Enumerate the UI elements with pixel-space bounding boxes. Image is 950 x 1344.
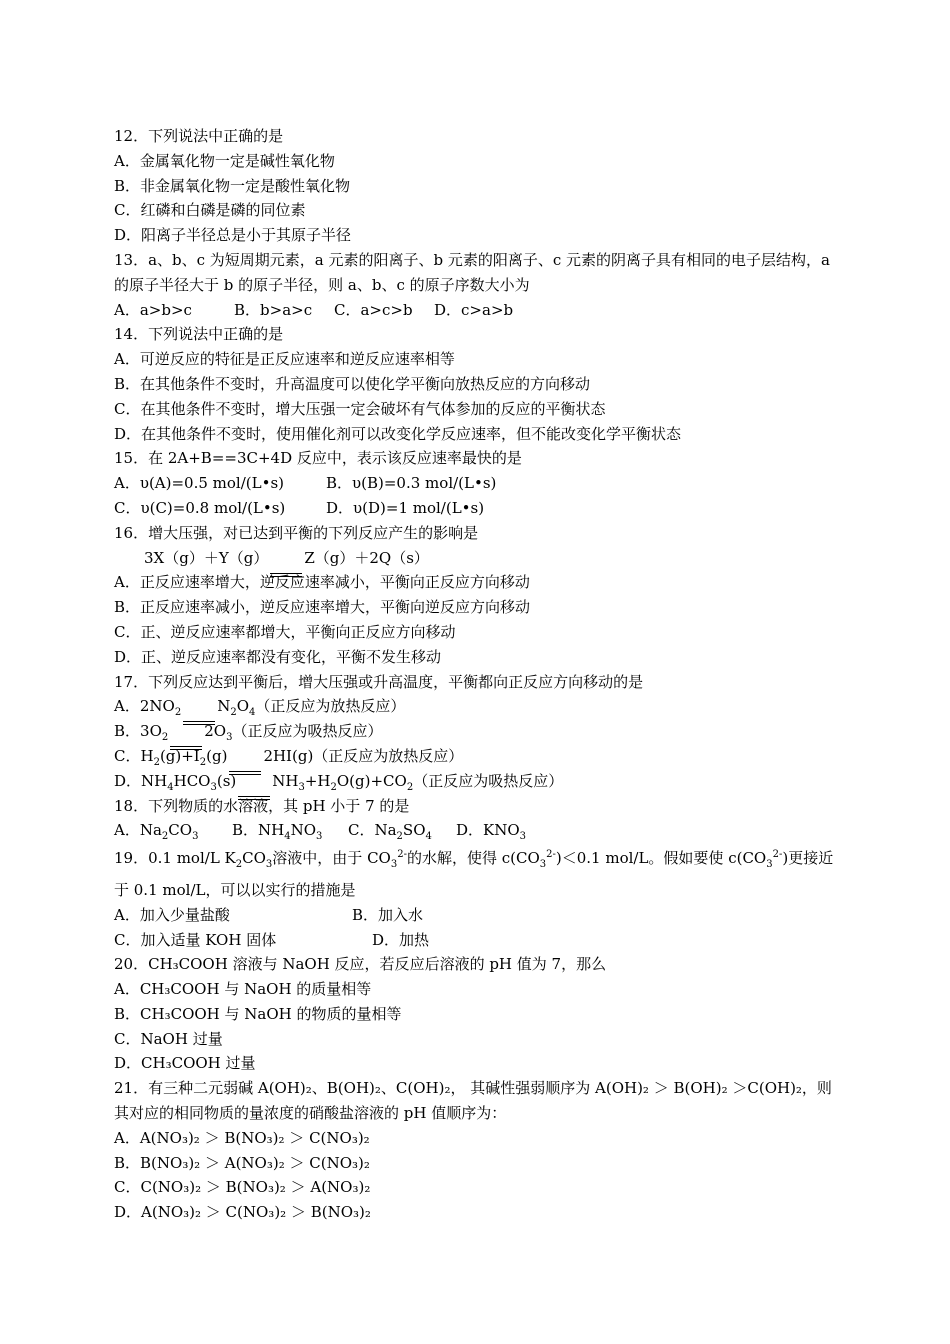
q16-equation	[114, 546, 844, 571]
q17-b-product: 2O	[204, 722, 227, 741]
subscript: 3	[766, 859, 773, 871]
superscript: 2-	[397, 849, 407, 861]
q18-c-text: C．Na	[348, 821, 397, 840]
q16-option-a: A．正反应速率增大，逆反应速率减小，平衡向正反应方向移动	[114, 573, 530, 592]
q13-option-c: C．a>c>b	[334, 300, 413, 319]
q14-option-c: C．在其他条件不变时，增大压强一定会破坏有气体参加的反应的平衡状态	[114, 399, 606, 418]
subscript: 2	[161, 831, 169, 843]
subscript: 2	[153, 756, 160, 768]
subscript: 3	[210, 781, 217, 793]
subscript: 2	[235, 859, 243, 871]
q13-option-b: B．b>a>c	[234, 300, 313, 319]
q17-a-product: N	[217, 697, 231, 716]
q20-stem: 20．CH₃COOH 溶液与 NaOH 反应，若反应后溶液的 pH 值为 7，那么	[114, 955, 607, 974]
q17-d-product-mid: +H	[304, 771, 331, 790]
q14-stem: 14．下列说法中正确的是	[114, 325, 284, 344]
q17-stem: 17．下列反应达到平衡后，增大压强或升高温度，平衡都向正反应方向移动的是	[114, 672, 644, 691]
subscript: 2	[161, 732, 169, 744]
q14-option-a: A．可逆反应的特征是正反应速率和逆反应速率相等	[114, 350, 455, 369]
q20-option-b: B．CH₃COOH 与 NaOH 的物质的量相等	[114, 1004, 402, 1023]
q17-c-reactant-mid: (g)+I	[159, 746, 200, 765]
q21-option-a: A．A(NO₃)₂ ＞ B(NO₃)₂ ＞ C(NO₃)₂	[114, 1128, 370, 1147]
subscript: 3	[226, 732, 233, 744]
q14-option-d: D．在其他条件不变时，使用催化剂可以改变化学反应速率，但不能改变化学平衡状态	[114, 424, 682, 443]
q19-stem-2: CO	[242, 849, 266, 868]
subscript: 4	[167, 781, 174, 793]
q16-option-b: B．正反应速率减小，逆反应速率增大，平衡向逆反应方向移动	[114, 598, 531, 617]
subscript: 2	[396, 831, 403, 843]
subscript: 2	[174, 707, 182, 719]
q19-stem-3: 溶液中，由于 CO	[272, 849, 391, 868]
document-page	[114, 124, 844, 1225]
subscript: 3	[298, 781, 305, 793]
subscript: 3	[192, 831, 199, 843]
q17-d-note: （正反应为吸热反应）	[413, 771, 564, 790]
subscript: 3	[539, 859, 547, 871]
q17-option-c	[114, 744, 844, 769]
q19-option-a: A．加入少量盐酸	[114, 905, 230, 924]
subscript: 2	[230, 707, 237, 719]
q17-a-reactant: A．2NO	[114, 697, 175, 716]
q20-option-a: A．CH₃COOH 与 NaOH 的质量相等	[114, 980, 372, 999]
q12-option-b: B．非金属氧化物一定是酸性氧化物	[114, 176, 351, 195]
q17-b-note: （正反应为吸热反应）	[232, 722, 383, 741]
q19-options-cd	[114, 928, 844, 953]
q15-option-d: D．υ(D)=1 mol/(L•s)	[326, 498, 485, 517]
q12-stem: 12．下列说法中正确的是	[114, 127, 284, 145]
subscript: 4	[249, 707, 256, 719]
q18-b-text: B．NH	[232, 821, 285, 840]
q12-option-a: A．金属氧化物一定是碱性氧化物	[114, 151, 335, 170]
q17-option-b	[114, 719, 844, 744]
subscript: 2	[330, 781, 337, 793]
q16-option-d: D．正、逆反应速率都没有变化，平衡不发生移动	[114, 647, 442, 666]
q13-options	[114, 298, 844, 323]
q17-a-product-tail: O	[236, 697, 249, 716]
q21-stem: 21．有三种二元弱碱 A(OH)₂、B(OH)₂、C(OH)₂， 其碱性强弱顺序为 A(OH)₂ ＞ B(OH)₂ ＞C(OH)₂，则其对应的相同物质的量浓度的硝酸盐溶液的 pH 值顺序为：	[114, 1079, 832, 1123]
q17-b-reactant: B．3O	[114, 722, 162, 741]
q17-option-a	[114, 694, 844, 719]
q15-option-c: C．υ(C)=0.8 mol/(L•s)	[114, 498, 286, 517]
q21-option-b: B．B(NO₃)₂ ＞ A(NO₃)₂ ＞ C(NO₃)₂	[114, 1153, 370, 1172]
q16-stem: 16．增大压强，对已达到平衡的下列反应产生的影响是	[114, 523, 479, 542]
subscript: 4	[425, 831, 432, 843]
superscript: 2-	[772, 849, 783, 861]
q17-c-reactant-end: (g)	[206, 746, 228, 765]
q19-option-c: C．加入适量 KOH 固体	[114, 930, 277, 949]
q15-stem: 15．在 2A+B==3C+4D 反应中，表示该反应速率最快的是	[114, 449, 522, 468]
q16-eq-right: Z（g）＋2Q（s）	[304, 548, 429, 567]
q16-eq-left: 3X（g）＋Y（g）	[144, 548, 269, 567]
q21-option-d: D．A(NO₃)₂ ＞ C(NO₃)₂ ＞ B(NO₃)₂	[114, 1203, 371, 1222]
q17-d-product: NH	[272, 771, 299, 790]
q17-d-reactant-end: (s)	[216, 771, 237, 790]
q19-stem-4: 的水解，使得 c(CO	[406, 849, 540, 868]
q19-option-b: B．加入水	[352, 905, 424, 924]
q16-option-c: C．正、逆反应速率都增大，平衡向正反应方向移动	[114, 622, 456, 641]
q18-options	[114, 818, 844, 843]
q19-stem	[114, 843, 844, 903]
q20-option-d: D．CH₃COOH 过量	[114, 1054, 256, 1073]
q17-d-reactant-mid: HCO	[173, 771, 211, 790]
q21-option-c: C．C(NO₃)₂ ＞ B(NO₃)₂ ＞ A(NO₃)₂	[114, 1178, 371, 1197]
q17-c-reactant: C．H	[114, 746, 154, 765]
q17-a-note: （正反应为放热反应）	[255, 697, 406, 716]
q12-option-c: C．红磷和白磷是磷的同位素	[114, 201, 306, 220]
subscript: 3	[265, 859, 273, 871]
q19-stem-1: 19．0.1 mol/L K	[114, 849, 236, 868]
subscript: 3	[519, 831, 527, 843]
q13-stem: 13．a、b、c 为短周期元素，a 元素的阳离子、b 元素的阳离子、c 元素的阴离子具有相同的电子层结构，a 的原子半径大于 b 的原子半径，则 a、b、c 的原子序数大小为	[114, 250, 830, 294]
superscript: 2-	[546, 849, 556, 861]
q19-stem-6: )更接近于 0.1 mol/L，可以以实行的措施是	[114, 849, 834, 899]
q17-c-note: （正反应为放热反应）	[313, 746, 464, 765]
q17-d-product-end: O(g)+CO	[336, 771, 407, 790]
q15-option-a: A．υ(A)=0.5 mol/(L•s)	[114, 474, 284, 493]
q13-option-d: D．c>a>b	[434, 300, 514, 319]
q18-a-text2: CO	[168, 821, 193, 840]
q18-c-text2: SO	[402, 821, 426, 840]
q19-options-ab	[114, 903, 844, 928]
q18-b-text2: NO	[290, 821, 317, 840]
q13-option-a: A．a>b>c	[114, 300, 192, 319]
subscript: 4	[284, 831, 291, 843]
q19-stem-5: )＜0.1 mol/L。假如要使 c(CO	[555, 849, 767, 868]
q15-options-ab	[114, 471, 844, 496]
q19-option-d: D．加热	[372, 930, 430, 949]
q14-option-b: B．在其他条件不变时，升高温度可以使化学平衡向放热反应的方向移动	[114, 374, 591, 393]
q18-stem: 18．下列物质的水溶液，其 pH 小于 7 的是	[114, 796, 410, 815]
subscript: 2	[199, 756, 207, 768]
q20-option-c: C．NaOH 过量	[114, 1029, 223, 1048]
q18-d-text: D．KNO	[456, 821, 520, 840]
q17-c-product: 2HI(g)	[263, 746, 314, 765]
q15-options-cd	[114, 496, 844, 521]
subscript: 3	[316, 831, 323, 843]
q15-option-b: B．υ(B)=0.3 mol/(L•s)	[326, 474, 497, 493]
subscript: 2	[406, 781, 414, 793]
subscript: 3	[390, 859, 398, 871]
q18-a-text: A．Na	[114, 821, 162, 840]
q17-option-d	[114, 769, 844, 794]
q12-option-d: D．阳离子半径总是小于其原子半径	[114, 226, 352, 245]
q17-d-reactant: D．NH	[114, 771, 168, 790]
